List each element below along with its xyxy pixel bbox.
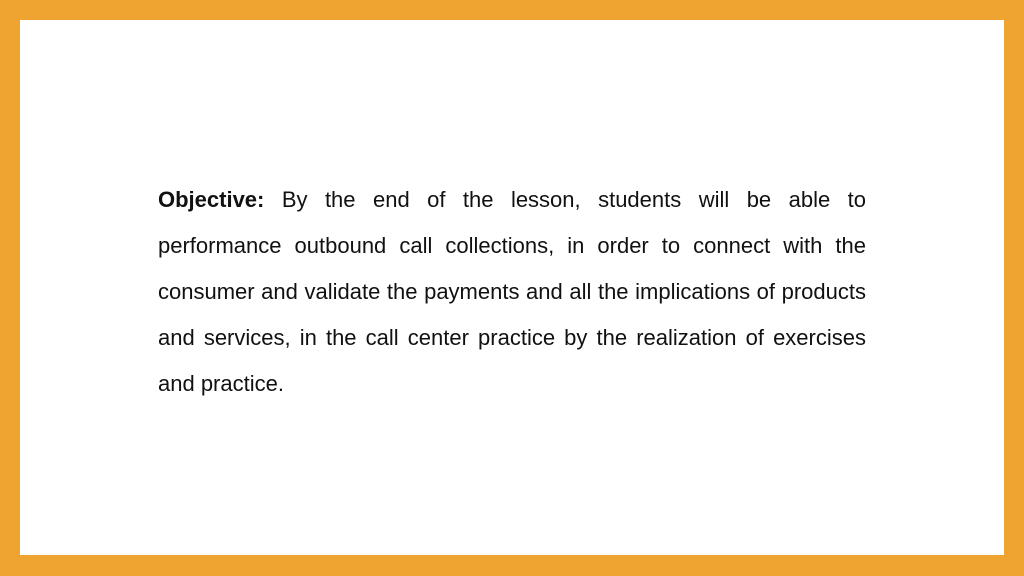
objective-body: By the end of the lesson, students will be able to performance outbound call collections, in order to connect with the consumer and validate the payments and all the implications of products and services, in the call center practice by the realization of exercises and practice. (158, 187, 866, 396)
objective-label: Objective: (158, 187, 265, 212)
objective-paragraph (158, 177, 866, 407)
slide-content-area (20, 20, 1004, 555)
